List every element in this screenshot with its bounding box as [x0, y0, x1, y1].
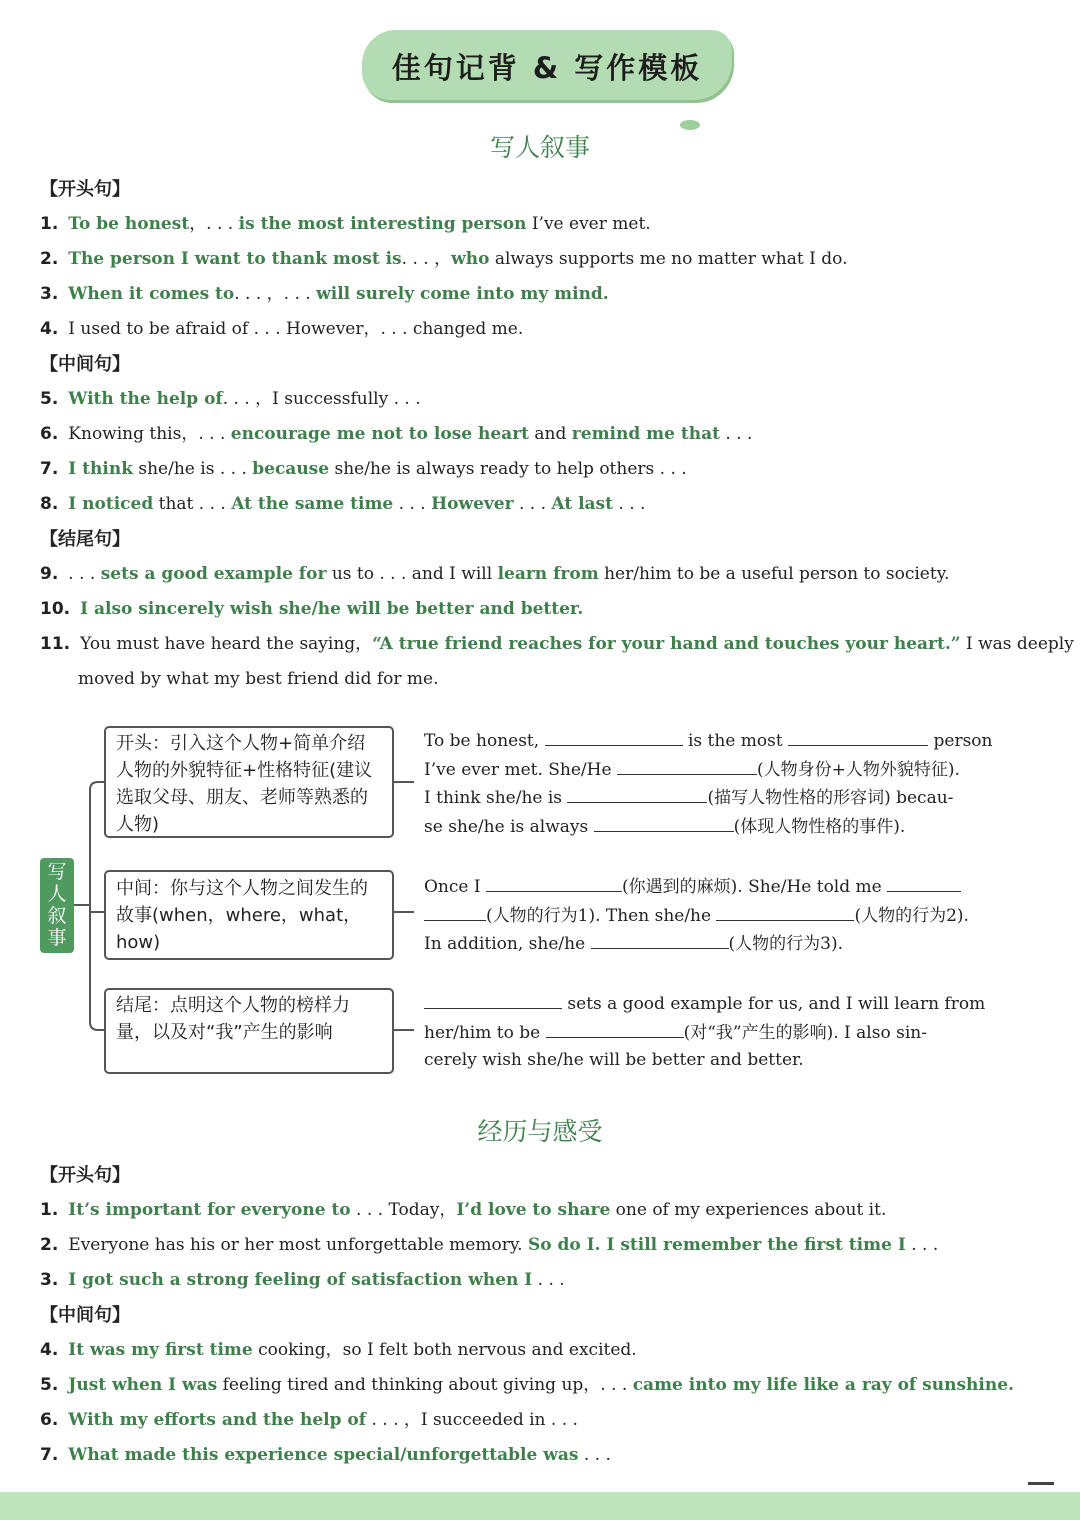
blank [486, 873, 622, 892]
sentence-4: 4. It was my first time cooking，so I felt both nervous and excited. [40, 1340, 637, 1360]
middle-header: 【中间句】 [40, 1305, 130, 1326]
template-ending: sets a good example for us, and I will learn from her/him to be (对“我”产生的影响). I also sin- cerely wish she/he will be better and better. [424, 990, 1024, 1075]
sentence-6: 6. With my efforts and the help of . . . ，I succeeded in . . . [40, 1410, 578, 1430]
ending-header: 【结尾句】 [40, 529, 130, 550]
sentence-10: 10. I also sincerely wish she/he will be better and better. [40, 599, 584, 619]
blank [591, 930, 729, 949]
section1-title: 写人叙事 [489, 133, 590, 162]
blank [546, 1019, 684, 1038]
sentence-7: 7. I think she/he is . . . because she/he is always ready to help others . . . [40, 459, 687, 479]
middle-header: 【中间句】 [40, 354, 130, 375]
diagram-box-middle: 中间：你与这个人物之间发生的故事(when，where，what，how) [104, 870, 394, 960]
sentence-11: 11. You must have heard the saying，“A true friend reaches for your hand and touches your heart.” I was deeply [40, 634, 1074, 654]
sentence-1: 1. It’s important for everyone to . . . Today，I’d love to share one of my experiences about it. [40, 1200, 887, 1220]
opening-header: 【开头句】 [40, 1165, 130, 1186]
sentence-6: 6. Knowing this，. . . encourage me not to lose heart and remind me that . . . [40, 424, 753, 444]
blank [424, 990, 562, 1009]
section2-sentences [40, 1158, 1050, 1473]
page-mark [1028, 1482, 1054, 1485]
blank [545, 727, 683, 746]
sentence-2: 2. The person I want to thank most is. . . ，who always supports me no matter what I do. [40, 249, 848, 269]
blank [617, 756, 757, 775]
sentence-4: 4. I used to be afraid of . . . However，. . . changed me. [40, 319, 524, 339]
sentence-7: 7. What made this experience special/unforgettable was . . . [40, 1445, 611, 1465]
diagram-box-opening: 开头：引入这个人物+简单介绍人物的外貌特征+性格特征(建议选取父母、朋友、老师等熟悉的人物) [104, 726, 394, 838]
section2-title: 经历与感受 [477, 1117, 603, 1146]
footer-bar [0, 1492, 1080, 1520]
banner-title: 佳句记背 & 写作模板 [391, 51, 703, 85]
blank [424, 902, 486, 921]
sentence-8: 8. I noticed that . . . At the same time . . . However . . . At last . . . [40, 494, 646, 514]
sentence-11-cont: moved by what my best friend did for me. [78, 669, 439, 689]
diagram-box-ending: 结尾：点明这个人物的榜样力量，以及对“我”产生的影响 [104, 988, 394, 1074]
sentence-3: 3. I got such a strong feeling of satisfaction when I . . . [40, 1270, 565, 1290]
blank [788, 727, 928, 746]
blank [716, 902, 854, 921]
template-middle: Once I (你遇到的麻烦). She/He told me (人物的行为1). Then she/he (人物的行为2). In addition, she/he (人物的行为3). [424, 873, 1024, 959]
sentence-9: 9. . . . sets a good example for us to . . . and I will learn from her/him to be a useful person to society. [40, 564, 950, 584]
blank [567, 784, 707, 803]
template-opening: To be honest, is the most person I’ve ever met. She/He (人物身份+人物外貌特征). I think she/he is (描写人物性格的形容词) becau- se she/he is always (体现人物性格的事件). [424, 727, 1024, 841]
sentence-5: 5. Just when I was feeling tired and thinking about giving up，. . . came into my life like a ray of sunshine. [40, 1375, 1014, 1395]
blank [594, 813, 734, 832]
sentence-2: 2. Everyone has his or her most unforgettable memory. So do I. I still remember the first time I . . . [40, 1235, 939, 1255]
diagram-root: 写人叙事 [40, 858, 74, 953]
sentence-5: 5. With the help of. . . ，I successfully . . . [40, 389, 421, 409]
sentence-1: 1. To be honest，. . . is the most interesting person I’ve ever met. [40, 214, 651, 234]
blank [887, 873, 961, 892]
opening-header: 【开头句】 [40, 179, 130, 200]
sentence-3: 3. When it comes to. . . ，. . . will surely come into my mind. [40, 284, 609, 304]
